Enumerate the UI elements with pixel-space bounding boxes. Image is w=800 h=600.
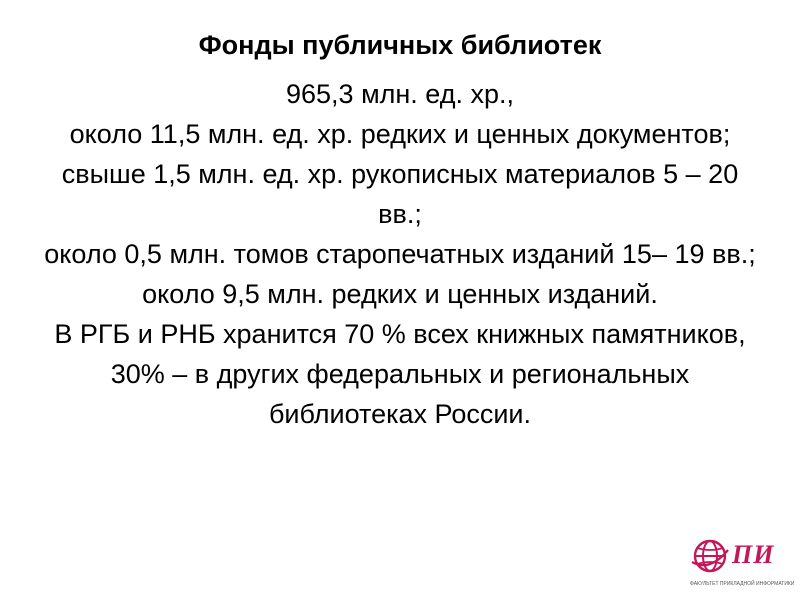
paragraph-book-monuments: В РГБ и РНБ хранится 70 % всех книжных памятников, 30% – в других федеральных и региональных библиотеках России. <box>54 319 746 429</box>
globe-icon <box>690 536 730 576</box>
paragraph-manuscripts: свыше 1,5 млн. ед. хр. рукописных материалов 5 – 20 вв.; <box>61 159 739 229</box>
paragraph-early-printed: около 0,5 млн. томов старопечатных изданий 15– 19 вв.; <box>44 239 756 269</box>
paragraph-rare-editions: около 9,5 млн. редких и ценных изданий. <box>142 279 658 309</box>
paragraph-total-holdings: 965,3 млн. ед. хр., <box>286 79 514 109</box>
logo-caption: ФАКУЛЬТЕТ ПРИКЛАДНОЙ ИНФОРМАТИКИ <box>690 581 794 587</box>
logo-letters: ПИ <box>732 540 775 569</box>
slide-title: Фонды публичных библиотек <box>198 30 602 60</box>
faculty-logo <box>690 536 794 592</box>
slide-body <box>40 74 760 434</box>
paragraph-rare-documents: около 11,5 млн. ед. хр. редких и ценных документов; <box>69 119 731 149</box>
